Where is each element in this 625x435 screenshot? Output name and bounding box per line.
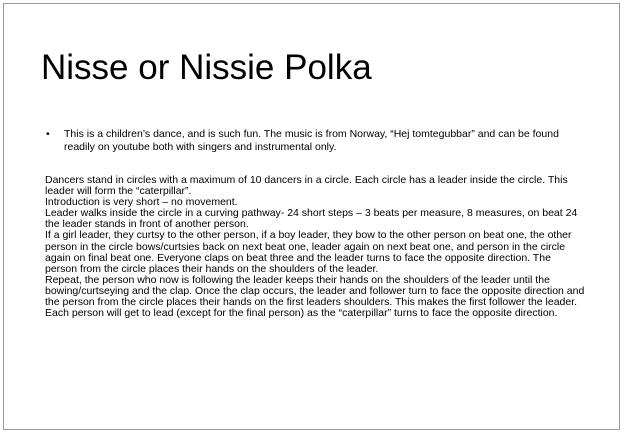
paragraph-leader-walks: Leader walks inside the circle in a curving pathway- 24 short steps – 3 beats per measure, 8 measures, on beat 24 the leader stands in front of another person. <box>45 207 578 231</box>
bullet-text: This is a children’s dance, and is such fun. The music is from Norway, “Hej tomtegubbar” and can be found readily on youtube both with singers and instrumental only. <box>64 128 559 153</box>
paragraph-repeat: Repeat, the person who now is following the leader keeps their hands on the shoulders of the leader until the bowing/curtseying and the clap. Once the clap occurs, the leader and follower turn to face the opposite direction and the person from the circle places their hands on the first leaders shoulders. This makes the first follower the leader. Each person will get to lead (except for the final person) as the “caterpillar” turns to face the opposite direction. <box>45 273 585 320</box>
body-text <box>45 175 585 319</box>
bullet-item <box>45 128 585 153</box>
slide <box>3 3 620 430</box>
bullet-marker: • <box>46 128 50 140</box>
slide-title: Nisse or Nissie Polka <box>41 48 372 87</box>
paragraph-circles: Dancers stand in circles with a maximum of 10 dancers in a circle. Each circle has a leader inside the circle. This leader will form the “caterpillar”. <box>45 174 568 198</box>
paragraph-introduction: Introduction is very short – no movement. <box>45 196 238 209</box>
bullet-list <box>45 128 585 153</box>
paragraph-bow-curtsy: If a girl leader, they curtsy to the other person, if a boy leader, they bow to the other person on beat one, the other person in the circle bows/curtsies back on next beat one, leader again on next beat one, and person in the circle again on final beat one. Everyone claps on beat three and the leader turns to face the opposite direction. The person from the circle places their hands on the shoulders of the leader. <box>45 229 572 275</box>
